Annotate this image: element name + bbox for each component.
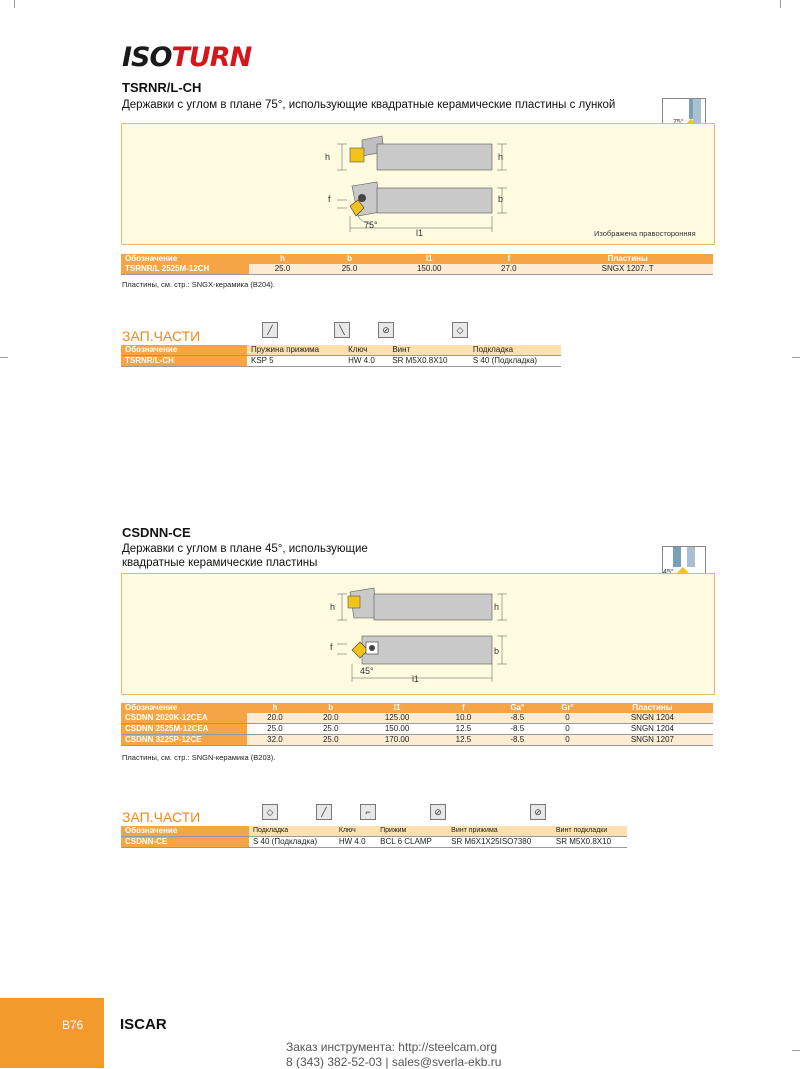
spares-title: ЗАП.ЧАСТИ [122, 328, 201, 344]
key-icon: ╲ [334, 322, 350, 338]
table-header: f [475, 254, 542, 264]
section1-table [121, 254, 713, 275]
table-header: Обозначение [121, 254, 249, 264]
table-row: TSRNR/L-CH KSP 5 HW 4.0 SR M5X0.8X10 S 40 (Подкладка) [121, 356, 561, 367]
crop-mark [0, 357, 8, 358]
section1-description: Державки с углом в плане 75°, использующие квадратные керамические пластины с лункой [122, 99, 616, 111]
dim-h-right: h [494, 602, 500, 612]
crop-mark [780, 0, 781, 8]
dim-l1: l1 [416, 228, 424, 238]
dim-b: b [498, 194, 504, 204]
dim-angle: 75° [364, 220, 378, 230]
crop-mark [792, 357, 800, 358]
dim-f: f [328, 194, 331, 204]
section2-description-line2: квадратные керамические пластины [122, 557, 318, 569]
shim-screw-icon: ⊘ [530, 804, 546, 820]
shim-icon: ◇ [262, 804, 278, 820]
drawing-panel [121, 573, 715, 695]
dim-angle: 45° [360, 666, 374, 676]
isoturn-logo: ISOTURN [122, 42, 252, 73]
shim-icon: ◇ [452, 322, 468, 338]
table-row: TSRNR/L 2525M-12CH 25.0 25.0 150.00 27.0 SNGX 1207..T [121, 264, 713, 275]
table-row: CSDNN 2525M-12CEA 25.0 25.0 150.00 12.5 -8.5 0 SNGN 1204 [121, 724, 713, 735]
clamp-screw-icon: ⊘ [430, 804, 446, 820]
table-row: CSDNN-CE S 40 (Подкладка) HW 4.0 BCL 6 CLAMP SR M6X1X25ISO7380 SR M5X0.8X10 [121, 837, 627, 848]
drawing-panel [121, 123, 715, 245]
contact-line1: Заказ инструмента: http://steelcam.org [286, 1040, 498, 1054]
table-header: Пластины [542, 254, 713, 264]
table-header: h [249, 254, 316, 264]
spring-icon: ╱ [262, 322, 278, 338]
table-header: l1 [383, 254, 475, 264]
dim-l1: l1 [412, 674, 420, 684]
section1-note: Пластины, см. стр.: SNGX-керамика (B204). [122, 280, 275, 289]
section2-spares-table: Обозначение Подкладка Ключ Прижим Винт прижима Винт подкладки CSDNN-CE S 40 (Подкладка) HW 4.0 BCL 6 CLAMP SR M6X1X25ISO7380 SR M5X0.8X10 [121, 826, 627, 848]
key-icon: ╱ [316, 804, 332, 820]
dim-h-left: h [330, 602, 336, 612]
table-row: CSDNN 2020K-12CEA 20.0 20.0 125.00 10.0 -8.5 0 SNGN 1204 [121, 713, 713, 724]
crop-mark [792, 1050, 800, 1051]
dim-h-left: h [325, 152, 331, 162]
drawing-caption: Изображена правосторонняя [594, 229, 696, 238]
screw-icon: ⊘ [378, 322, 394, 338]
iscar-brand: ISCAR [120, 1016, 167, 1033]
dim-f: f [330, 642, 333, 652]
spares-title: ЗАП.ЧАСТИ [122, 809, 201, 825]
table-row: CSDNN 3225P-12CE 32.0 25.0 170.00 12.5 -8.5 0 SNGN 1207 [121, 735, 713, 746]
tool-drawing-icon [122, 124, 714, 244]
crop-mark [14, 0, 15, 8]
page-number: B76 [62, 1018, 84, 1032]
section2-code: CSDNN-CE [122, 525, 191, 540]
contact-line2: 8 (343) 382-52-03 | sales@sverla-ekb.ru [286, 1055, 502, 1069]
section2-note: Пластины, см. стр.: SNGN-керамика (B203). [122, 753, 276, 762]
table-header: b [316, 254, 383, 264]
section1-spares-table: Обозначение Пружина прижима Ключ Винт Подкладка TSRNR/L-CH KSP 5 HW 4.0 SR M5X0.8X10 S 40 (Подкладка) [121, 345, 561, 367]
dim-h-right: h [498, 152, 504, 162]
section2-table: Обозначение h b l1 f Ga° Gr° Пластины CSDNN 2020K-12CEA 20.0 20.0 125.00 10.0 -8.5 0 SNGN 1204 CSDNN 2525M-12CEA 25.0 25.0 150.00 12.5 -8.5 0 SNGN 1204 CSDNN 3225P-12CE 32.0 25.0 170.00 12.5 -8.5 0 SNGN 1207 [121, 703, 713, 746]
footer-accent-bar [0, 998, 104, 1068]
dim-b: b [494, 646, 500, 656]
section2-description-line1: Державки с углом в плане 45°, использующие [122, 543, 368, 555]
clamp-icon: ⌐ [360, 804, 376, 820]
section1-code: TSRNR/L-CH [122, 80, 202, 95]
